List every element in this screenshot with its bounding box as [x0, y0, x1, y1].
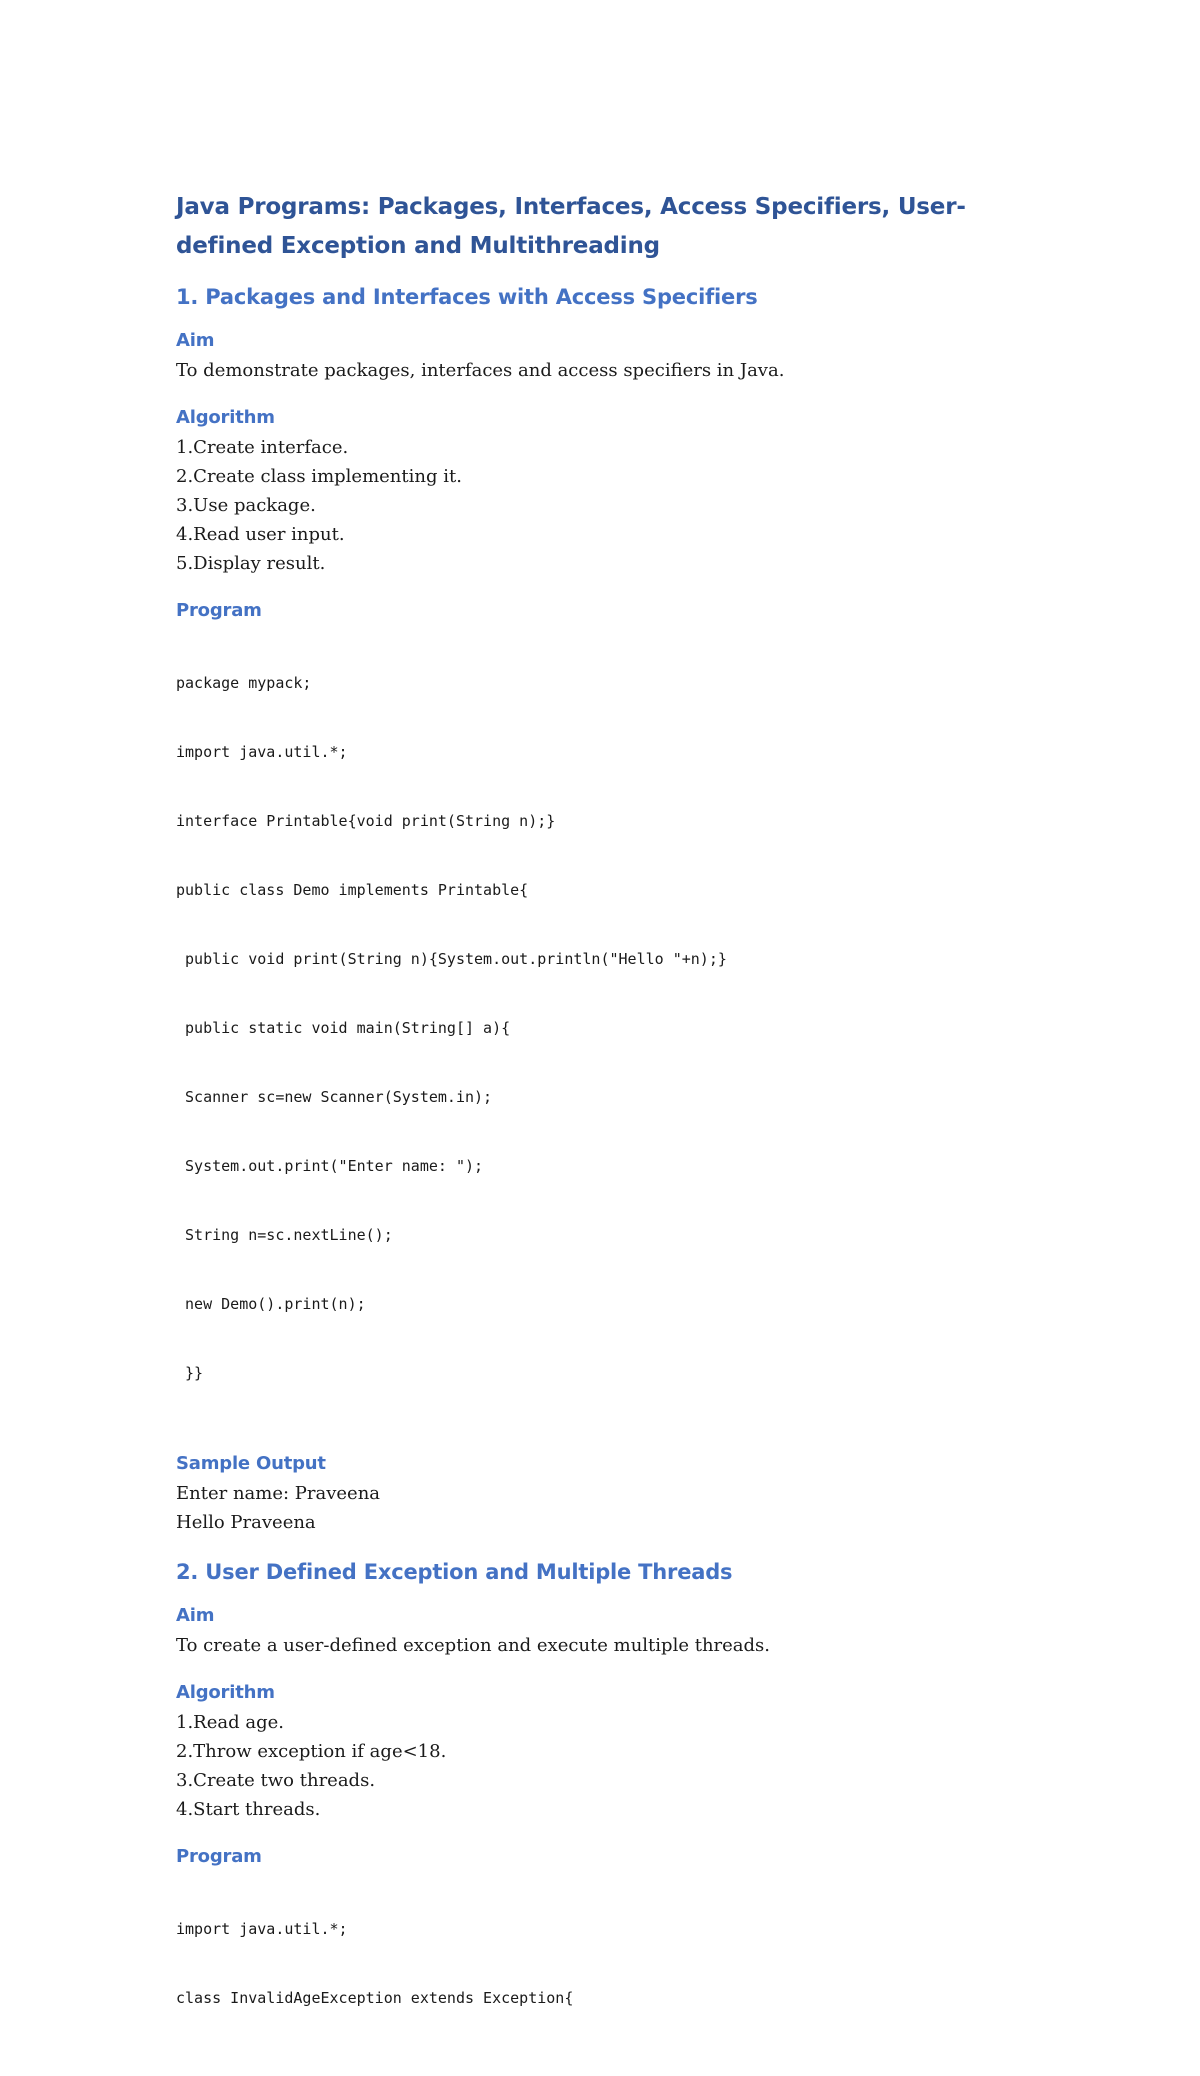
code-line: import java.util.*;: [176, 743, 348, 761]
algorithm-heading: Algorithm: [176, 1682, 275, 1703]
code-line: Scanner sc=new Scanner(System.in);: [176, 1088, 493, 1106]
algorithm-step: 1.Read age.: [176, 1712, 284, 1733]
code-line: public class Demo implements Printable{: [176, 881, 529, 899]
algorithm-step: 2.Throw exception if age<18.: [176, 1741, 447, 1762]
document-title: Java Programs: Packages, Interfaces, Access Specifiers, User-defined Exception and Multithreading: [176, 194, 966, 259]
aim-heading: Aim: [176, 330, 215, 351]
code-line: }}: [176, 1364, 204, 1382]
algorithm-step: 3.Create two threads.: [176, 1770, 376, 1791]
program-heading: Program: [176, 1846, 262, 1867]
document-body: [176, 188, 1036, 2076]
code-line: class InvalidAgeException extends Exception{: [176, 1989, 574, 2007]
aim-block: [176, 328, 1036, 385]
sample-output-heading: Sample Output: [176, 1453, 326, 1474]
algorithm-step: 2.Create class implementing it.: [176, 466, 462, 487]
algorithm-list: [176, 1708, 1036, 1824]
aim-heading: Aim: [176, 1605, 215, 1626]
code-line: import java.util.*;: [176, 1920, 348, 1938]
section-1: [176, 282, 1036, 1537]
output-line: Enter name: Praveena: [176, 1483, 381, 1504]
algorithm-block: [176, 1680, 1036, 1824]
algorithm-step: 3.Use package.: [176, 495, 316, 516]
code-line: String n=sc.nextLine();: [176, 1226, 393, 1244]
algorithm-heading: Algorithm: [176, 407, 275, 428]
algorithm-block: [176, 405, 1036, 578]
algorithm-list: [176, 433, 1036, 578]
code-listing: [176, 1872, 1036, 2056]
program-heading: Program: [176, 600, 262, 621]
code-line: interface Printable{void print(String n);}: [176, 812, 556, 830]
code-line: System.out.print("Enter name: ");: [176, 1157, 484, 1175]
program-block: [176, 598, 1036, 1431]
aim-text: To create a user-defined exception and execute multiple threads.: [176, 1635, 770, 1656]
section-2: [176, 1557, 1036, 2056]
algorithm-step: 5.Display result.: [176, 553, 326, 574]
code-line: public static void main(String[] a){: [176, 1019, 511, 1037]
program-block: [176, 1844, 1036, 2056]
sample-output-block: [176, 1451, 1036, 1537]
algorithm-step: 4.Read user input.: [176, 524, 345, 545]
output-line: Hello Praveena: [176, 1512, 316, 1533]
code-line: public void print(String n){System.out.println("Hello "+n);}: [176, 950, 727, 968]
section-heading: 2. User Defined Exception and Multiple Threads: [176, 1560, 733, 1584]
section-heading: 1. Packages and Interfaces with Access Specifiers: [176, 285, 758, 309]
code-listing: [176, 626, 1036, 1431]
algorithm-step: 1.Create interface.: [176, 437, 349, 458]
code-line: new Demo().print(n);: [176, 1295, 366, 1313]
aim-block: [176, 1603, 1036, 1660]
algorithm-step: 4.Start threads.: [176, 1799, 321, 1820]
code-line: package mypack;: [176, 674, 312, 692]
aim-text: To demonstrate packages, interfaces and access specifiers in Java.: [176, 360, 785, 381]
